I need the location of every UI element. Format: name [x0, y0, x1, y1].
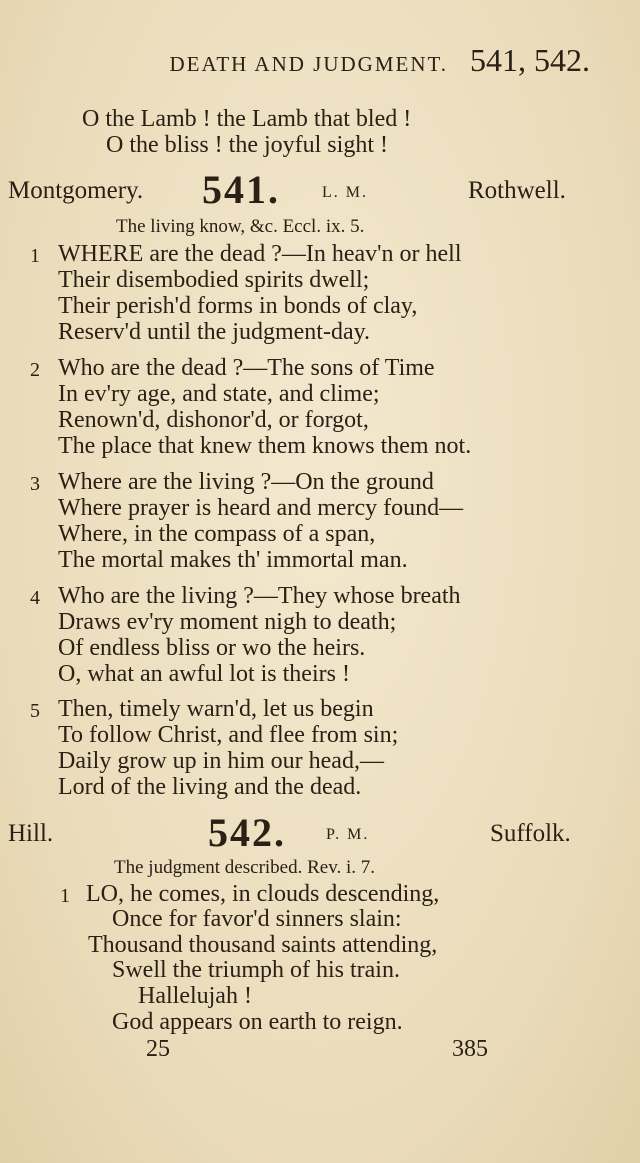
verse-line: WHERE are the dead ?—In heav'n or hell — [58, 241, 462, 267]
signature-mark: 25 — [146, 1036, 170, 1062]
hymn-542-number: 542. — [208, 810, 286, 855]
verse-line: God appears on earth to reign. — [112, 1009, 403, 1035]
verse-line: The place that knew them knows them not. — [58, 433, 472, 459]
verse-line: O, what an awful lot is theirs ! — [58, 661, 350, 687]
verse-line: In ev'ry age, and state, and clime; — [58, 381, 380, 407]
verse-line: Daily grow up in him our head,— — [58, 748, 384, 774]
verse-line: Swell the triumph of his train. — [112, 957, 400, 983]
verse-line: Where are the living ?—On the ground — [58, 469, 434, 495]
hymn-541-tune: Rothwell. — [468, 177, 566, 204]
verse-number: 1 — [60, 885, 70, 907]
verse-line: To follow Christ, and flee from sin; — [58, 722, 399, 748]
continued-line-1: O the Lamb ! the Lamb that bled ! — [82, 106, 412, 132]
verse-line: Who are the dead ?—The sons of Time — [58, 355, 435, 381]
verse-line: Their disembodied spirits dwell; — [58, 267, 370, 293]
verse-line: Then, timely warn'd, let us begin — [58, 696, 374, 722]
verse-number: 4 — [30, 587, 40, 609]
verse-number: 1 — [30, 245, 40, 267]
verse-line: Their perish'd forms in bonds of clay, — [58, 293, 418, 319]
verse-line: Where prayer is heard and mercy found— — [58, 495, 464, 521]
verse-line: Hallelujah ! — [138, 983, 252, 1009]
verse-line: Who are the living ?—They whose breath — [58, 583, 461, 609]
hymn-542-subtitle: The judgment described. Rev. i. 7. — [114, 857, 376, 878]
verse-line: Thousand thousand saints attending, — [88, 932, 438, 958]
hymn-541-number: 541. — [202, 167, 280, 212]
page-number: 385 — [452, 1036, 488, 1062]
verse-line: Reserv'd until the judgment-day. — [58, 319, 371, 345]
verse-line: Renown'd, dishonor'd, or forgot, — [58, 407, 369, 433]
verse-line: Draws ev'ry moment nigh to death; — [58, 609, 397, 635]
continued-line-2: O the bliss ! the joyful sight ! — [106, 132, 388, 158]
verse-number: 3 — [30, 473, 40, 495]
hymn-541-subtitle: The living know, &c. Eccl. ix. 5. — [116, 216, 365, 237]
verse-line: Of endless bliss or wo the heirs. — [58, 635, 366, 661]
verse-number: 2 — [30, 359, 40, 381]
hymn-541-author: Montgomery. — [8, 177, 144, 204]
hymn-542-tune: Suffolk. — [490, 820, 571, 847]
verse-number: 5 — [30, 700, 40, 722]
verse-line: LO, he comes, in clouds descending, — [86, 881, 440, 907]
hymn-542-meter: P. M. — [326, 826, 370, 843]
header-hymn-numbers: 541, 542. — [470, 42, 590, 78]
verse-line: Where, in the compass of a span, — [58, 521, 376, 547]
hymn-542-author: Hill. — [8, 820, 54, 847]
verse-line: Once for favor'd sinners slain: — [112, 906, 402, 932]
section-title: DEATH AND JUDGMENT. — [169, 52, 448, 76]
verse-line: The mortal makes th' immortal man. — [58, 547, 408, 573]
hymn-541-meter: L. M. — [322, 184, 368, 201]
running-header — [0, 42, 590, 79]
verse-line: Lord of the living and the dead. — [58, 774, 362, 800]
